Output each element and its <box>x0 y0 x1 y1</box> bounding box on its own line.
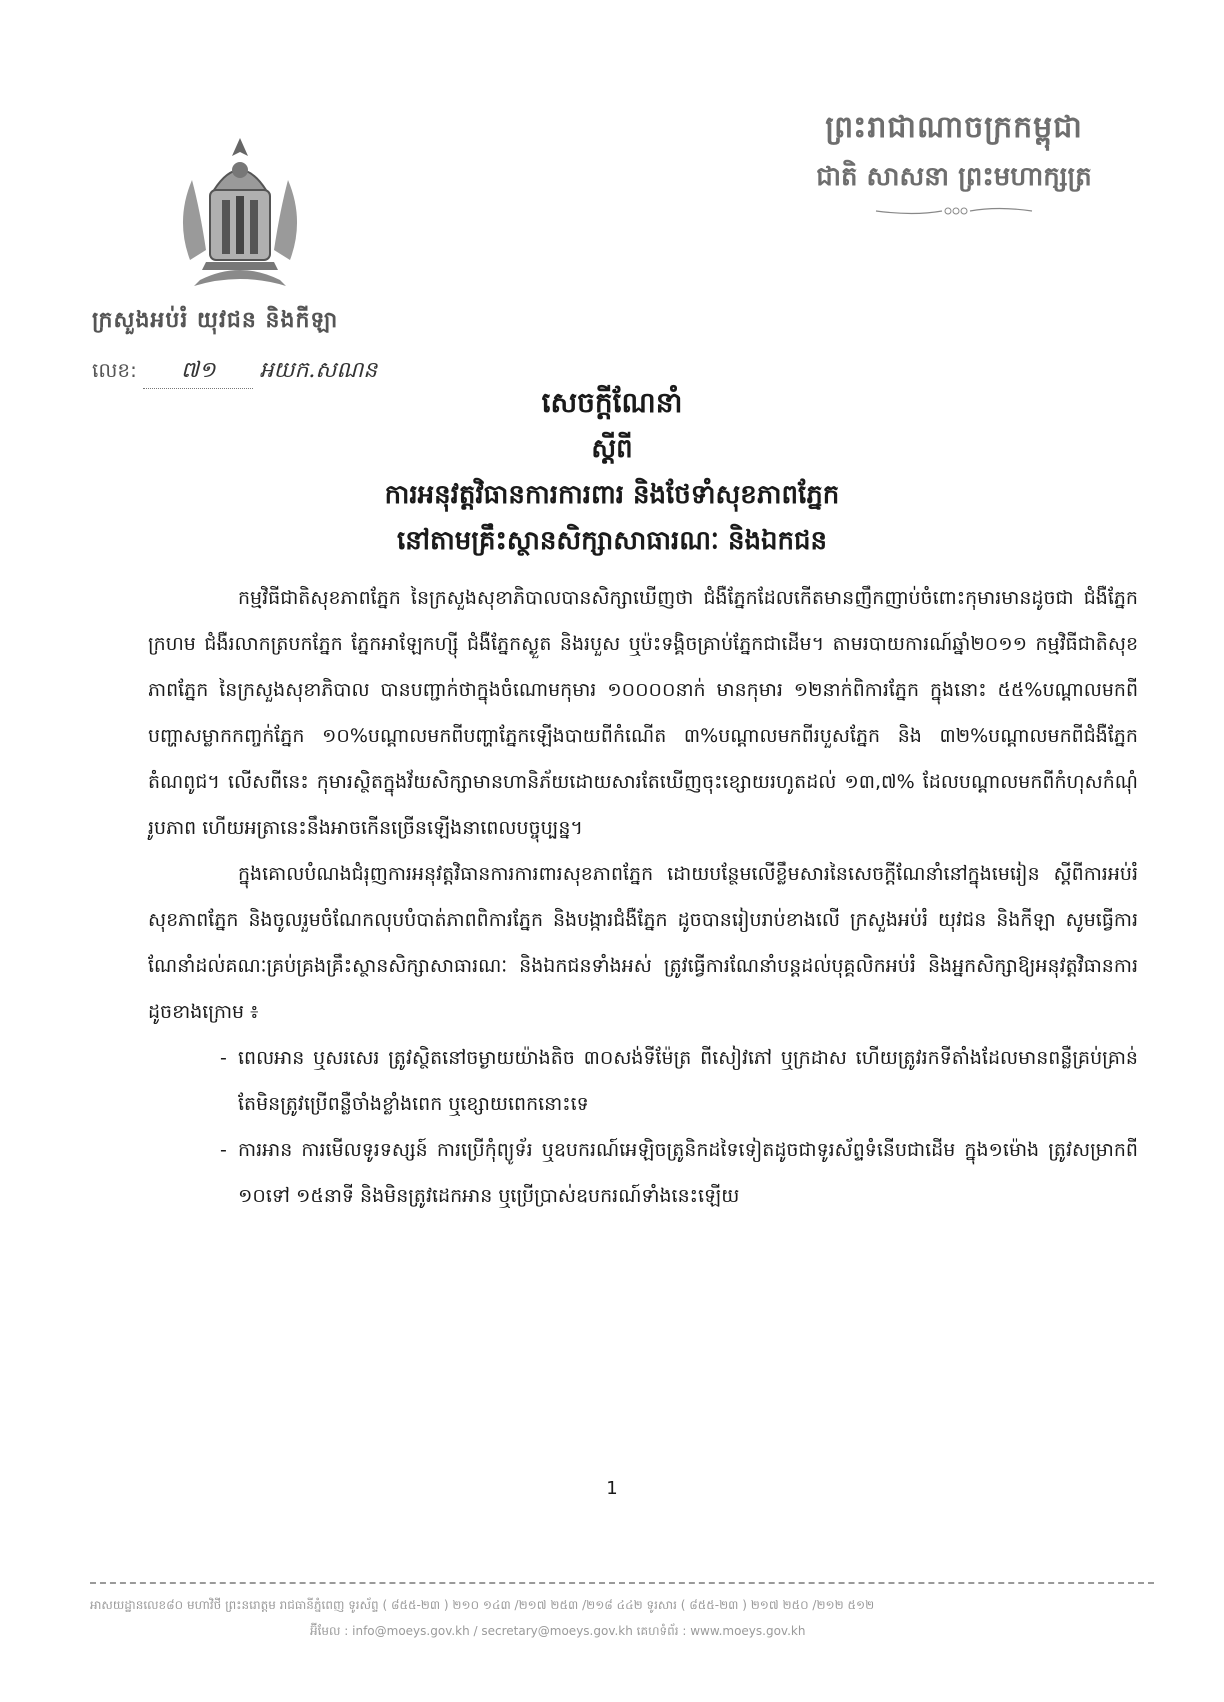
reference-suffix: អយក.សណន <box>259 358 378 383</box>
list-item-text: ការអាន ការមើលទូរទស្សន៍ ការប្រើកុំព្យូទ័រ ឬឧបករណ៍អេឡិចត្រូនិកដទៃទៀតដូចជាទូរស័ព្ទទំនើបជាដើម ក្នុង១ម៉ោង ត្រូវសម្រាកពី ១០ទៅ ១៥នាទី និងមិនត្រូវដេកអាន ឬប្រើប្រាស់ឧបករណ៍ទាំងនេះឡើយ <box>238 1139 1138 1207</box>
ministry-name: ក្រសួងអប់រំ យុវជន និងកីឡា <box>92 308 339 333</box>
list-item <box>148 1035 1138 1127</box>
footer-web-email: អ៊ីមែល : info@moeys.gov.kh / secretary@moeys.gov.kh គេហទំព័រ : www.moeys.gov.kh <box>310 1624 806 1638</box>
document-body <box>148 575 1138 1219</box>
title-guideline: សេចក្តីណែនាំ <box>541 386 683 419</box>
title-subject-line-1: ការអនុវត្តវិធានការការពារ និងថែទាំសុខភាពភ្នែក <box>384 480 840 510</box>
page-number: 1 <box>606 1478 618 1499</box>
title-subject-line-2: នៅតាមគ្រឹះស្ថានសិក្សាសាធារណៈ និងឯកជន <box>396 526 828 556</box>
reference-number: ៧១ <box>180 358 216 383</box>
footer-address: អាសយដ្ឋានលេខ៨០ មហាវិថី ព្រះនរោត្តម រាជធានីភ្នំពេញ ទូរស័ព្ទ ( ៨៥៥-២៣ ) ២១០ ១៤៣ /២១៧ ២៥៣ /២១៨ ៤៤២ ទូរសារ ( ៨៥៥-២៣ ) ២១៧ ២៥០ /២១២ ៥១២ <box>90 1598 875 1612</box>
measures-list <box>148 1035 1138 1219</box>
footer-divider <box>90 1582 1154 1584</box>
ministry-emblem-icon <box>170 130 310 290</box>
bullet-marker: - <box>220 1047 227 1069</box>
motto-line-2: ជាតិ សាសនា ព្រះមហាក្សត្រ <box>816 162 1092 192</box>
document-titles <box>0 380 1224 564</box>
body-paragraph-1: កម្មវិធីជាតិសុខភាពភ្នែក នៃក្រសួងសុខាភិបាលបានសិក្សាឃើញថា ជំងឺភ្នែកដែលកើតមានញឹកញាប់ចំពោះកុមារមានដូចជា ជំងឺភ្នែកក្រហម ជំងឺរលាកត្របកភ្នែក ភ្នែកអាឡែកហ្ស៊ី ជំងឺភ្នែកស្ងួត និងរបួស ឬប៉ះទង្គិចគ្រាប់ភ្នែកជាដើម។ តាមរបាយការណ៍ឆ្នាំ២០១១ កម្មវិធីជាតិសុខភាពភ្នែក នៃក្រសួងសុខាភិបាល បានបញ្ជាក់ថាក្នុងចំណោមកុមារ ១០០០០នាក់ មានកុមារ ១២នាក់ពិការភ្នែក ក្នុងនោះ ៥៥%បណ្តាលមកពីបញ្ហាសម្លាកកញ្ចក់ភ្នែក ១០%បណ្តាលមកពីបញ្ហាភ្នែកឡើងបាយពីកំណើត ៣%បណ្តាលមកពីរបួសភ្នែក និង ៣២%បណ្តាលមកពីជំងឺភ្នែកតំណពូជ។ លើសពីនេះ កុមារស្ថិតក្នុងវ័យសិក្សាមានហានិភ័យដោយសារតែឃើញចុះខ្សោយរហូតដល់ ១៣,៧% ដែលបណ្តាលមកពីកំហុសកំណុំរូបភាព ហើយអត្រានេះនឹងអាចកើនច្រើនឡើងនាពេលបច្ចុប្បន្ន។ <box>148 587 1138 839</box>
bullet-marker: - <box>220 1139 227 1161</box>
flourish-ornament-icon <box>874 204 1034 218</box>
list-item-text: ពេលអាន ឬសរសេរ ត្រូវស្ថិតនៅចម្ងាយយ៉ាងតិច ៣០សង់ទីម៉ែត្រ ពីសៀវភៅ ឬក្រដាស ហើយត្រូវរកទីតាំងដែលមានពន្លឺគ្រប់គ្រាន់ តែមិនត្រូវប្រើពន្លឺចាំងខ្លាំងពេក ឬខ្សោយពេកនោះទេ <box>238 1047 1138 1115</box>
list-item <box>148 1127 1138 1219</box>
title-on: ស្តីពី <box>591 434 633 464</box>
kingdom-motto <box>754 108 1154 218</box>
body-paragraph-2: ក្នុងគោលបំណងជំរុញការអនុវត្តវិធានការការពារសុខភាពភ្នែក ដោយបន្ថែមលើខ្លឹមសារនៃសេចក្តីណែនាំនៅក្នុងមេរៀន ស្តីពីការអប់រំសុខភាពភ្នែក និងចូលរួមចំណែកលុបបំបាត់ភាពពិការភ្នែក និងបង្ការជំងឺភ្នែក ដូចបានរៀបរាប់ខាងលើ ក្រសួងអប់រំ យុវជន និងកីឡា សូមធ្វើការណែនាំដល់គណៈគ្រប់គ្រងគ្រឹះស្ថានសិក្សាសាធារណៈ និងឯកជនទាំងអស់ ត្រូវធ្វើការណែនាំបន្តដល់បុគ្គលិកអប់រំ និងអ្នកសិក្សាឱ្យអនុវត្តវិធានការដូចខាងក្រោម ៖ <box>148 863 1138 1023</box>
footer-contact <box>90 1592 1154 1644</box>
reference-label: លេខ: <box>92 358 137 382</box>
motto-line-1: ព្រះរាជាណាចក្រកម្ពុជា <box>825 110 1083 145</box>
